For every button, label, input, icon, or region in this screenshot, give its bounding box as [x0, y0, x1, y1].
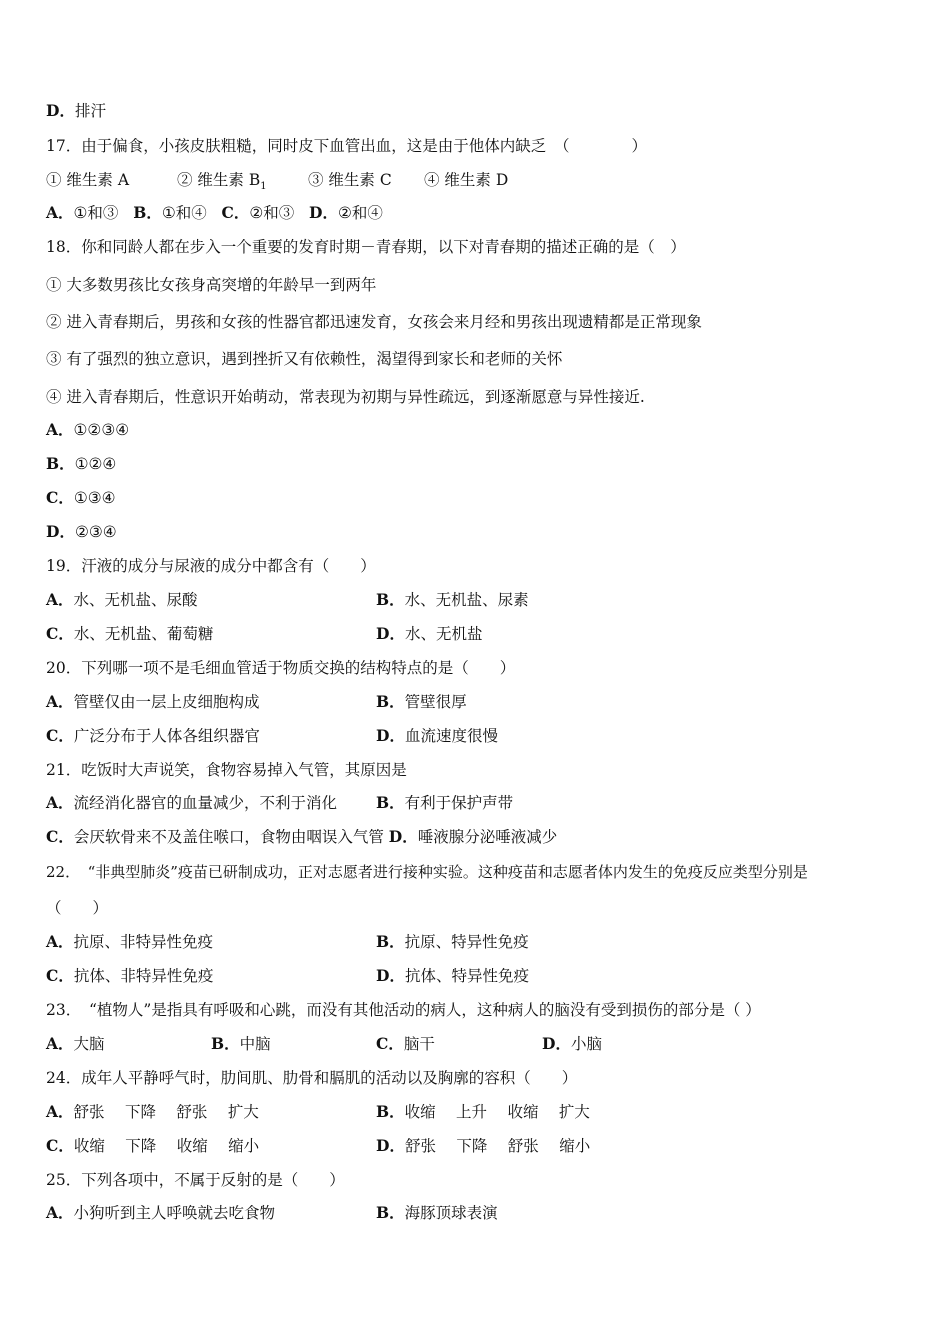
option-letter: C． — [376, 1034, 404, 1053]
q24-options-row1 — [46, 1102, 906, 1122]
q23-stem: 23． “植物人”是指具有呼吸和心跳，而没有其他活动的病人，这种病人的脑没有受到损伤的部分是（ ） — [46, 1001, 761, 1019]
option-text: 水、无机盐、尿酸 — [73, 591, 198, 609]
option-text: 广泛分布于人体各组织器官 — [73, 727, 260, 745]
option-letter: C． — [46, 624, 74, 643]
option-text: 收缩 下降 收缩 缩小 — [73, 1137, 260, 1155]
option-letter: B． — [133, 203, 162, 222]
option-letter: D． — [376, 726, 405, 745]
q22-stem-cont: （ ） — [46, 899, 109, 917]
q25-options-row1 — [46, 1203, 906, 1223]
option-text: ②和③ — [249, 204, 295, 222]
q18-stem: 18．你和同龄人都在步入一个重要的发育时期－青春期，以下对青春期的描述正确的是（ ） — [46, 238, 686, 256]
q21-options-row1 — [46, 793, 906, 813]
option-letter: C． — [46, 827, 74, 846]
q19-options-row2 — [46, 624, 906, 644]
option-letter: B． — [211, 1034, 240, 1053]
option-text: 小脑 — [570, 1035, 602, 1053]
option-text: 抗体、非特异性免疫 — [73, 967, 214, 985]
option-text: ①和④ — [161, 204, 207, 222]
option-letter: A． — [46, 793, 74, 812]
q19-stem: 19．汗液的成分与尿液的成分中都含有（ ） — [46, 557, 376, 575]
option-letter: D． — [388, 827, 418, 846]
q20-options-row1 — [46, 692, 906, 712]
option-letter: C． — [46, 1136, 74, 1155]
q18-statement: ① 大多数男孩比女孩身高突增的年龄早一到两年 — [46, 276, 377, 294]
option-text: 大脑 — [73, 1035, 105, 1053]
option-text: 抗原、非特异性免疫 — [73, 933, 214, 951]
option-text: 唾液腺分泌唾液减少 — [417, 828, 558, 846]
option-letter: B． — [376, 793, 405, 812]
q24-stem: 24．成年人平静呼气时，肋间肌、肋骨和膈肌的活动以及胸廓的容积（ ） — [46, 1069, 578, 1087]
q17-item-4: ④ 维生素 D — [424, 171, 509, 189]
option-letter: C． — [221, 203, 250, 222]
option-letter: B． — [376, 1102, 405, 1121]
option-letter: A． — [46, 1034, 74, 1053]
q22-stem: 22． “非典型肺炎”疫苗已研制成功，正对志愿者进行接种实验。这种疫苗和志愿者体内发生的免疫反应类型分别是 — [46, 863, 808, 881]
q23-options — [46, 1034, 646, 1054]
option-text: 管壁很厚 — [404, 693, 467, 711]
option-text: 抗体、特异性免疫 — [404, 967, 529, 985]
option-letter: B． — [376, 1203, 405, 1222]
q18-option-d — [46, 522, 117, 542]
option-text: 收缩 上升 收缩 扩大 — [404, 1103, 590, 1121]
option-letter: D． — [46, 522, 75, 541]
option-text: ②③④ — [74, 523, 117, 541]
q18-option-b — [46, 454, 116, 474]
option-letter: C． — [46, 726, 74, 745]
option-letter: B． — [376, 692, 405, 711]
option-letter: D． — [376, 966, 405, 985]
option-letter: B． — [46, 454, 75, 473]
option-letter: C． — [46, 966, 74, 985]
option-letter: A． — [46, 1102, 74, 1121]
option-letter: D． — [46, 101, 75, 120]
q18-statement: ④ 进入青春期后，性意识开始萌动，常表现为初期与异性疏远，到逐渐愿意与异性接近. — [46, 388, 645, 406]
q18-statement: ② 进入青春期后，男孩和女孩的性器官都迅速发育，女孩会来月经和男孩出现遗精都是正常现象 — [46, 313, 702, 331]
option-text: ①和③ — [73, 204, 119, 222]
q25-stem: 25．下列各项中，不属于反射的是（ ） — [46, 1171, 345, 1189]
option-letter: D． — [542, 1034, 571, 1053]
q18-option-c — [46, 488, 116, 508]
option-letter: A． — [46, 692, 74, 711]
q17-items — [46, 170, 566, 193]
option-text: 会厌软骨来不及盖住喉口，食物由咽误入气管 — [73, 828, 384, 846]
q17-item-1: ① 维生素 A — [46, 171, 130, 189]
option-text: 排汗 — [74, 102, 106, 120]
option-text: 水、无机盐 — [404, 625, 483, 643]
option-text: ①②④ — [74, 455, 117, 473]
option-letter: A． — [46, 932, 74, 951]
q17-item-3: ③ 维生素 C — [308, 171, 392, 189]
option-letter: A． — [46, 203, 74, 222]
option-text: 中脑 — [239, 1035, 271, 1053]
option-letter: A． — [46, 1203, 74, 1222]
option-text: 管壁仅由一层上皮细胞构成 — [73, 693, 260, 711]
option-letter: D． — [376, 624, 405, 643]
q21-stem: 21．吃饭时大声说笑，食物容易掉入气管，其原因是 — [46, 761, 407, 779]
q24-options-row2 — [46, 1136, 906, 1156]
option-text: 舒张 下降 舒张 缩小 — [404, 1137, 591, 1155]
option-letter: D． — [376, 1136, 405, 1155]
q17-stem: 17．由于偏食，小孩皮肤粗糙，同时皮下血管出血，这是由于他体内缺乏 （ ） — [46, 137, 647, 155]
q18-statement: ③ 有了强烈的独立意识，遇到挫折又有依赖性，渴望得到家长和老师的关怀 — [46, 350, 563, 368]
option-text: 脑干 — [403, 1035, 435, 1053]
q19-options-row1 — [46, 590, 906, 610]
option-letter: A． — [46, 420, 74, 439]
q18-option-a — [46, 420, 129, 440]
option-text: 流经消化器官的血量减少，不利于消化 — [73, 794, 338, 812]
option-letter: B． — [376, 932, 405, 951]
option-text: ①②③④ — [73, 421, 130, 439]
q22-options-row1 — [46, 932, 906, 952]
q22-options-row2 — [46, 966, 906, 986]
option-text: ②和④ — [338, 204, 383, 222]
q20-stem: 20．下列哪一项不是毛细血管适于物质交换的结构特点的是（ ） — [46, 659, 516, 677]
option-text: 抗原、特异性免疫 — [404, 933, 529, 951]
option-text: 海豚顶球表演 — [404, 1204, 498, 1222]
option-text: 小狗听到主人呼唤就去吃食物 — [73, 1204, 276, 1222]
option-text: 血流速度很慢 — [404, 727, 498, 745]
option-text: 水、无机盐、葡萄糖 — [73, 625, 214, 643]
option-letter: C． — [46, 488, 74, 507]
option-text: 舒张 下降 舒张 扩大 — [73, 1103, 259, 1121]
q17-options — [46, 203, 383, 223]
option-letter: B． — [376, 590, 405, 609]
option-text: 有利于保护声带 — [404, 794, 514, 812]
option-text: ①③④ — [73, 489, 116, 507]
q21-options-row2 — [46, 827, 557, 847]
q16-option-d — [46, 101, 106, 121]
option-letter: A． — [46, 590, 74, 609]
option-letter: D． — [309, 203, 338, 222]
q17-item-2: ② 维生素 $B_1$ — [177, 171, 267, 193]
q20-options-row2 — [46, 726, 906, 746]
option-text: 水、无机盐、尿素 — [404, 591, 529, 609]
